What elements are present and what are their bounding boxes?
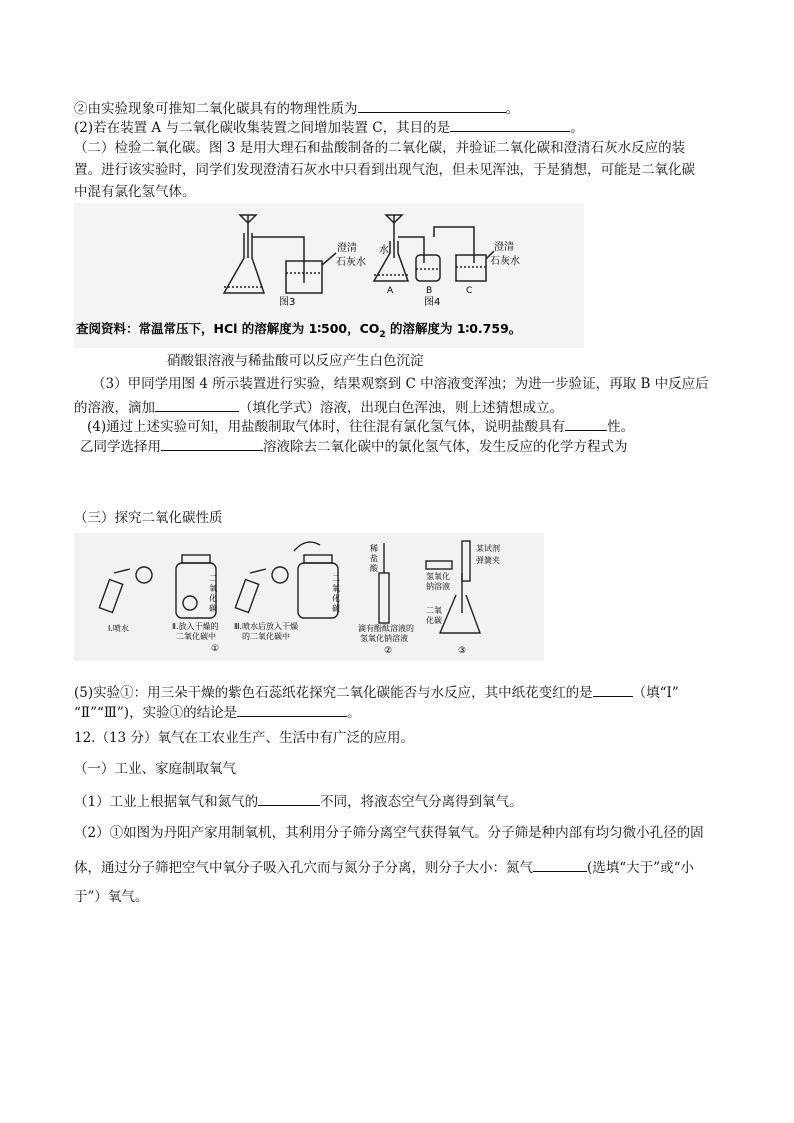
experiment-number: ②: [384, 646, 393, 656]
text: (4)通过上述实验可知，用盐酸制取气体时，往往混有氯化氢气体，说明盐酸具有: [87, 419, 566, 435]
label-c: C: [466, 286, 473, 296]
text: 。: [570, 120, 584, 136]
label-acid: 稀: [370, 544, 378, 553]
apparatus-figure-3-4: [74, 203, 584, 348]
section-12-1-heading: （一）工业、家庭制取氧气: [74, 761, 236, 777]
text: 的溶液，滴加: [74, 400, 155, 416]
text: （填化学式）溶液，出现白色浑浊，则上述猜想成立。: [239, 400, 563, 416]
text: （填“Ⅰ”: [632, 685, 679, 701]
label-clamp: 弹簧夹: [476, 556, 500, 565]
answer-blank[interactable]: [155, 397, 239, 412]
label-lime-water: 石灰水: [336, 257, 366, 268]
text: （1）工业上根据氧气和氮气的: [74, 794, 259, 810]
text: 乙同学选择用: [80, 439, 161, 455]
question-4-line2: [80, 436, 628, 456]
info-text: 查阅资料：常温常压下，HCl 的溶解度为 1∶500，$CO_2$ 的溶解度为 1∶0.759。: [76, 321, 522, 340]
text: ②由实验现象可推知二氧化碳具有的物理性质为: [74, 101, 358, 117]
question-12-heading: 12.（13 分）氧气在工农业生产、生活中有广泛的应用。: [74, 730, 414, 746]
question-12-2-line3: 于”）氧气。: [74, 889, 149, 905]
question-3-line1: （3）甲同学用图 4 所示装置进行实验，结果观察到 C 中溶液变浑浊；为进一步验证，再取 B 中反应后: [92, 376, 709, 392]
label-a: A: [387, 286, 394, 296]
label-co2: 氧: [332, 584, 340, 593]
fig3-label: 图3: [279, 297, 296, 308]
label-water: 水: [379, 245, 389, 256]
label-co2-flask: 二氧: [426, 606, 442, 615]
fig4-label: 图4: [424, 297, 441, 308]
answer-blank[interactable]: [161, 436, 263, 451]
answer-blank[interactable]: [533, 857, 587, 872]
answer-blank[interactable]: [565, 416, 607, 431]
label-reagent: 某试剂: [476, 544, 500, 553]
text: (5)实验①：用三朵干燥的紫色石蕊纸花探究二氧化碳能否与水反应，其中纸花变红的是: [74, 685, 593, 701]
text: 。: [347, 705, 361, 721]
label-lime-water: 石灰水: [490, 256, 520, 267]
question-12-1: [74, 791, 523, 811]
label-naoh: 钠溶液: [426, 582, 450, 591]
info-silver-nitrate: 硝酸银溶液与稀盐酸可以反应产生白色沉淀: [167, 353, 424, 369]
label-co2: 二: [209, 574, 217, 583]
label-co2: 碳: [332, 604, 340, 613]
caption-4: 氢氧化钠溶液: [360, 634, 408, 643]
answer-blank[interactable]: [450, 117, 570, 132]
label-co2: 化: [209, 594, 217, 603]
label-acid: 酸: [370, 564, 378, 573]
label-co2: 化: [332, 594, 340, 603]
caption-4: 滴有酚酞溶液的: [358, 624, 414, 633]
line-q2-device-c: [74, 117, 584, 137]
co2-experiment-figure: [74, 533, 544, 661]
section-2-line1: （二）检验二氧化碳。图 3 是用大理石和盐酸制备的二氧化碳，并验证二氧化碳和澄清石灰水反应的装: [74, 140, 686, 156]
question-12-2-line2: [74, 857, 694, 877]
section-2-line3: 中混有氯化氢气体。: [74, 184, 196, 200]
label-b: B: [426, 286, 433, 296]
question-4-line1: [87, 416, 634, 436]
label-co2: 碳: [209, 604, 217, 613]
section-2-line2: 置。进行该实验时，同学们发现澄清石灰水中只看到出现气泡，但未见浑浊，于是猜想，可能是二氧化碳: [74, 162, 695, 178]
caption-3: 的二氧化碳中: [242, 632, 290, 641]
answer-blank[interactable]: [358, 98, 506, 113]
caption-1: Ⅰ.喷水: [108, 624, 129, 633]
label-co2: 氧: [209, 584, 217, 593]
experiment-number: ①: [211, 644, 220, 654]
experiment-number: ③: [458, 646, 467, 656]
question-5-line2: [74, 702, 361, 722]
text: (2)若在装置 A 与二氧化碳收集装置之间增加装置 C，其目的是: [74, 120, 451, 136]
text: 体，通过分子筛把空气中氧分子吸入孔穴而与氮分子分离，则分子大小：氮气: [74, 860, 533, 876]
section-3-heading: （三）探究二氧化碳性质: [74, 510, 223, 526]
line-q2-property: [74, 98, 519, 118]
text: 。: [505, 101, 519, 117]
caption-3: Ⅲ.喷水后放入干燥: [234, 622, 299, 631]
question-12-2-line1: （2）①如图为丹阳产家用制氧机，其利用分子筛分离空气获得氧气。分子筛是种内部有均匀微小孔径的固: [74, 825, 704, 841]
label-lime-water: 澄清: [337, 243, 357, 254]
label-lime-water: 澄清: [494, 242, 514, 253]
label-co2: 二: [332, 574, 340, 583]
text: 溶液除去二氧化碳中的氯化氢气体，发生反应的化学方程式为: [263, 439, 628, 455]
answer-blank[interactable]: [237, 702, 347, 717]
text: “Ⅱ”“Ⅲ”)，实验①的结论是: [74, 705, 238, 721]
answer-blank[interactable]: [258, 791, 320, 806]
label-naoh: 氢氧化: [426, 572, 450, 581]
question-3-line2: [74, 397, 563, 417]
caption-2: Ⅱ.放入干燥的: [172, 622, 219, 631]
caption-2: 二氧化碳中: [176, 632, 216, 641]
text: (选填“大于”或“小: [587, 860, 694, 876]
answer-blank[interactable]: [593, 682, 633, 697]
text: 性。: [607, 419, 635, 435]
label-co2-flask: 化碳: [426, 616, 442, 625]
label-acid: 盐: [370, 554, 378, 563]
question-5-line1: [74, 682, 679, 702]
text: 不同，将液态空气分离得到氧气。: [320, 794, 523, 810]
